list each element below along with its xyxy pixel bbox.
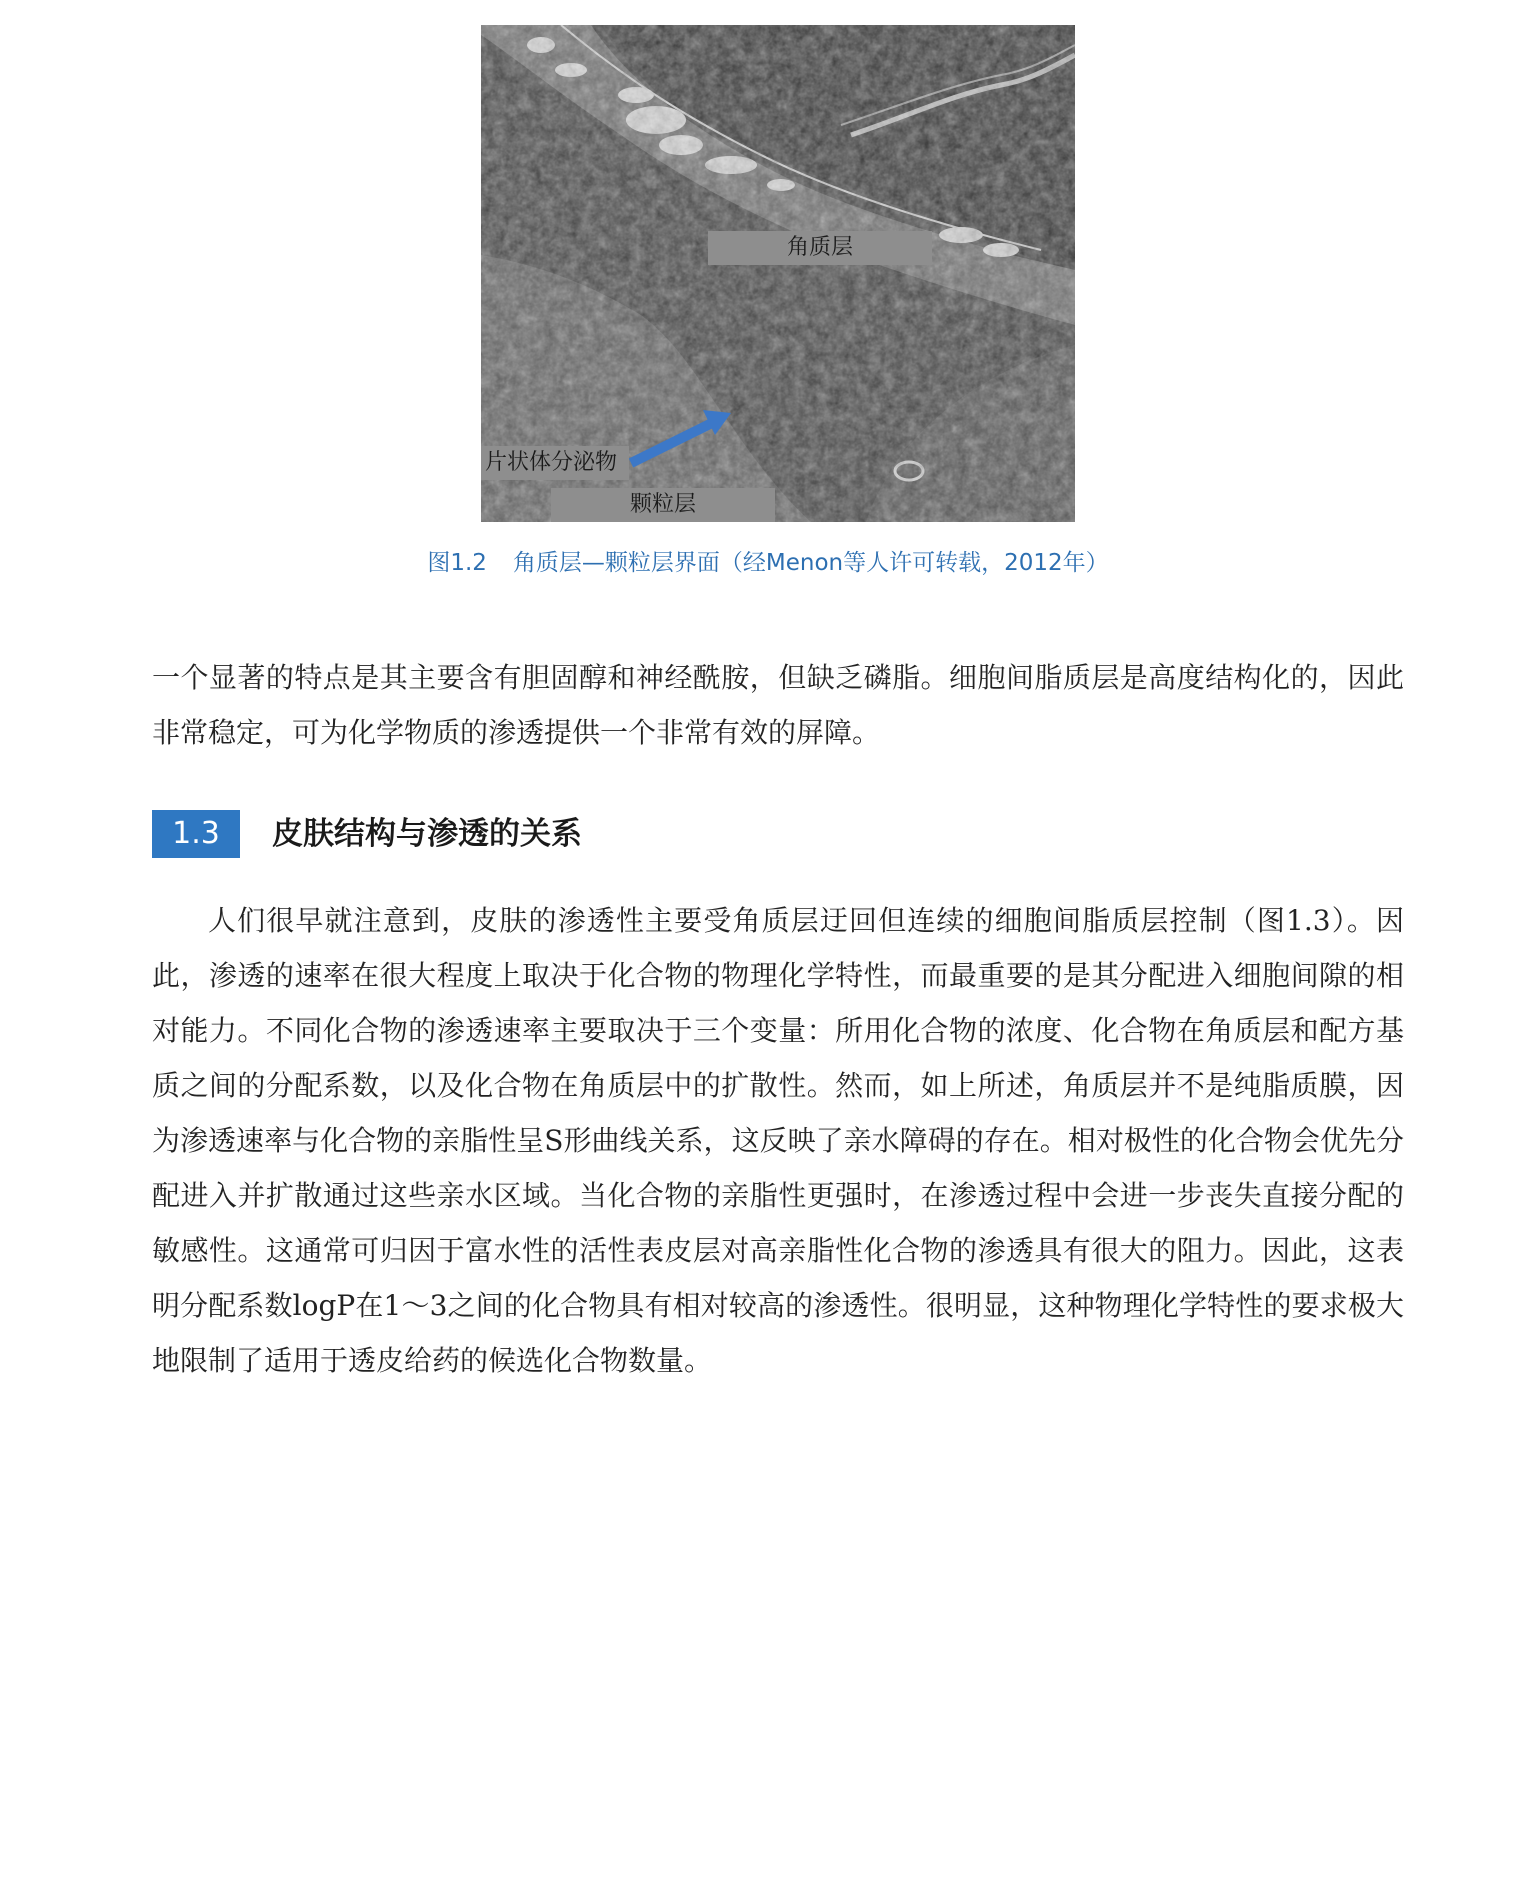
paragraph-body xyxy=(152,893,1404,1388)
label-stratum-corneum: 角质层 xyxy=(708,231,932,265)
section-number: 1.3 xyxy=(152,810,240,858)
caption-text: 角质层—颗粒层界面（经Menon等人许可转载，2012年） xyxy=(512,550,1109,576)
micrograph-figure xyxy=(481,25,1075,522)
section-title: 皮肤结构与渗透的关系 xyxy=(272,816,582,852)
paragraph-continued xyxy=(152,650,1404,760)
paragraph-2-text: 人们很早就注意到，皮肤的渗透性主要受角质层迂回但连续的细胞间脂质层控制（图1.3）。因此，渗透的速率在很大程度上取决于化合物的物理化学特性，而最重要的是其分配进入细胞间隙的相对能力。不同化合物的渗透速率主要取决于三个变量：所用化合物的浓度、化合物在角质层和配方基质之间的分配系数，以及化合物在角质层中的扩散性。然而，如上所述，角质层并不是纯脂质膜，因为渗透速率与化合物的亲脂性呈S形曲线关系，这反映了亲水障碍的存在。相对极性的化合物会优先分配进入并扩散通过这些亲水区域。当化合物的亲脂性更强时，在渗透过程中会进一步丧失直接分配的敏感性。这通常可归因于富水性的活性表皮层对高亲脂性化合物的渗透具有很大的阻力。因此，这表明分配系数logP在1～3之间的化合物具有相对较高的渗透性。很明显，这种物理化学特性的要求极大地限制了适用于透皮给药的候选化合物数量。 xyxy=(152,904,1404,1377)
paragraph-1-text: 一个显著的特点是其主要含有胆固醇和神经酰胺，但缺乏磷脂。细胞间脂质层是高度结构化的，因此非常稳定，可为化学物质的渗透提供一个非常有效的屏障。 xyxy=(152,661,1404,749)
label-granular-layer: 颗粒层 xyxy=(551,488,775,522)
caption-number: 图1.2 xyxy=(427,550,487,576)
label-lamellar-secretion: 片状体分泌物 xyxy=(481,446,629,480)
figure-caption xyxy=(0,544,1536,577)
